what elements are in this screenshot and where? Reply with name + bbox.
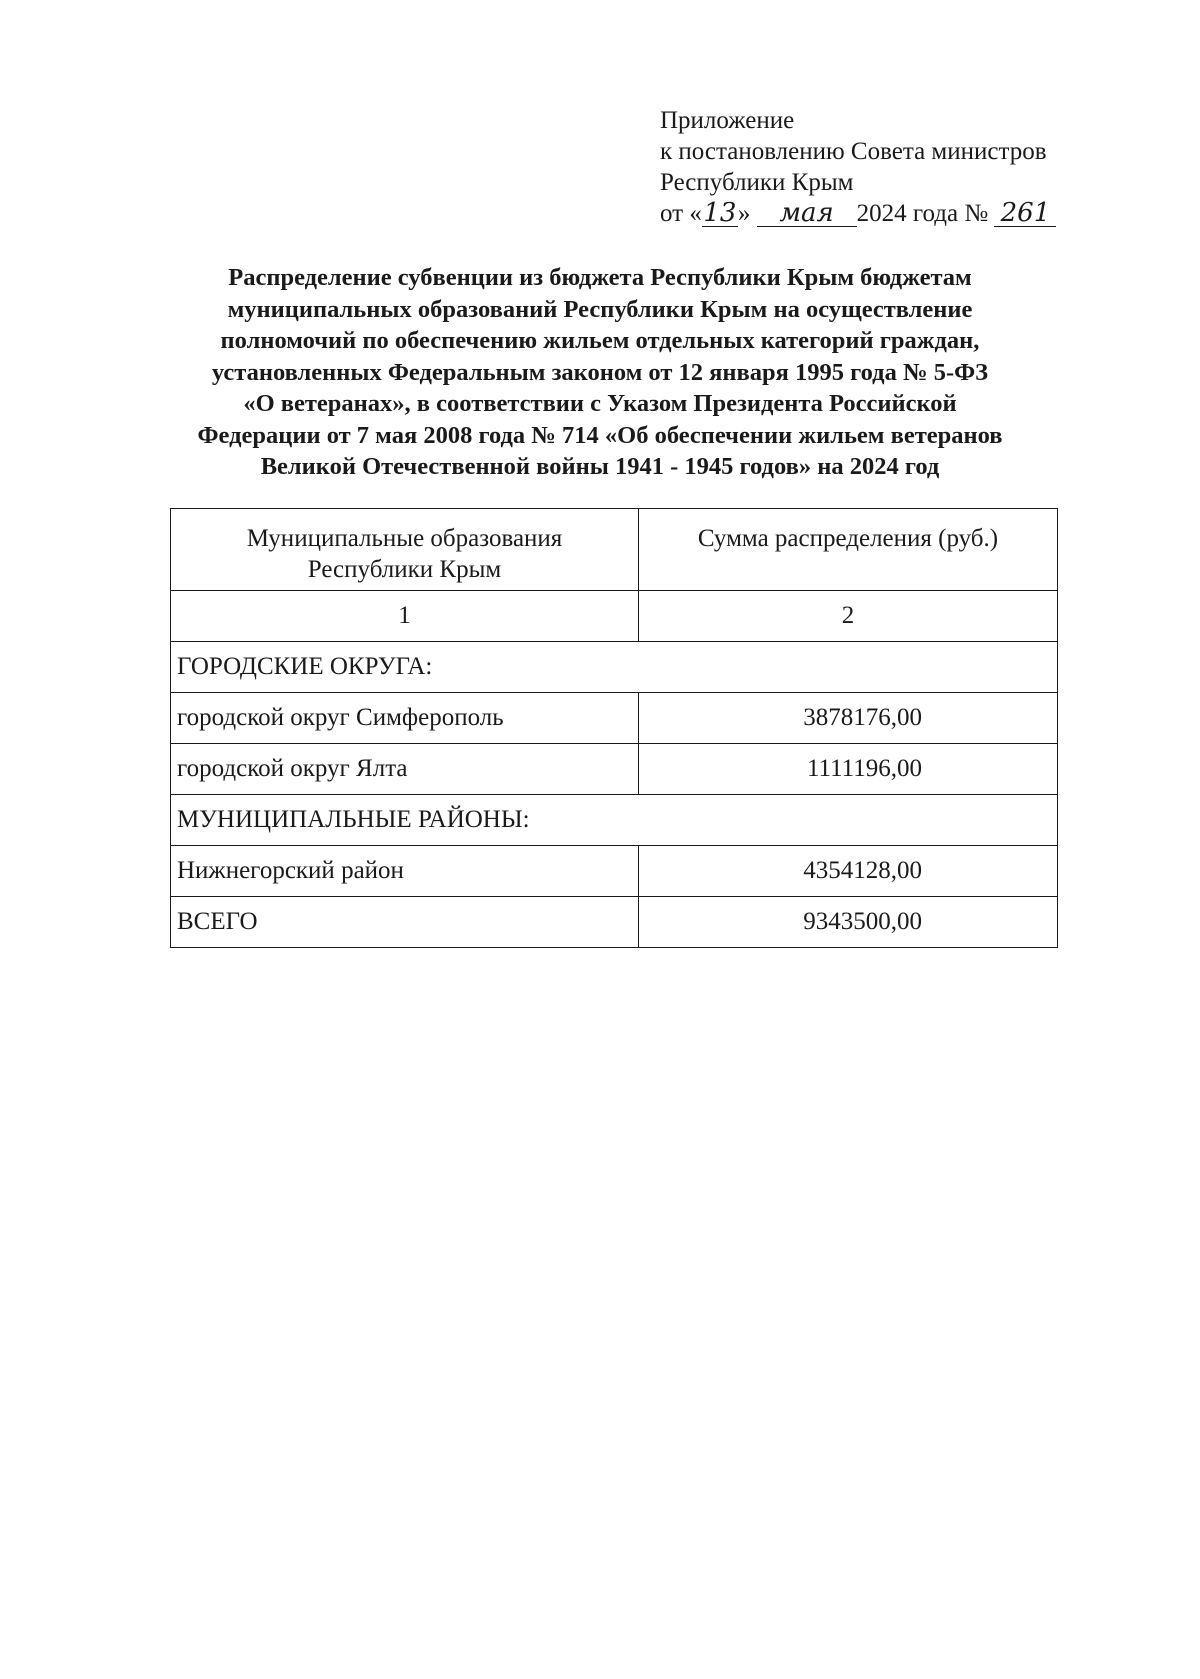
appendix-line-1: Приложение xyxy=(660,107,795,134)
municipality-name: Нижнегорский район xyxy=(171,846,639,897)
amount-cell: 1111196,00 xyxy=(639,744,1058,795)
appendix-line-2: к постановлению Совета министров xyxy=(660,138,1047,165)
handwritten-month: мая xyxy=(757,200,857,227)
table-row xyxy=(171,846,1058,897)
amount-cell: 4354128,00 xyxy=(639,846,1058,897)
header-amount: Сумма распределения (руб.) xyxy=(639,509,1058,591)
title-line: установленных Федеральным законом от 12 января 1995 года № 5-ФЗ xyxy=(211,358,989,386)
table-row xyxy=(171,693,1058,744)
date-year: 2024 года № xyxy=(856,200,989,227)
appendix-line-3: Республики Крым xyxy=(660,169,854,196)
title-line: полномочий по обеспечению жильем отдельных категорий граждан, xyxy=(220,327,980,354)
section-row-municipal-districts xyxy=(171,795,1058,846)
header-municipalities xyxy=(171,509,639,591)
section-label: ГОРОДСКИЕ ОКРУГА: xyxy=(171,642,1058,693)
title-line: муниципальных образований Республики Крым на осуществление xyxy=(227,295,973,323)
date-prefix: от « xyxy=(660,200,702,227)
date-mid: » xyxy=(737,200,751,227)
header-col1-line2: Республики Крым xyxy=(307,556,502,583)
section-label: МУНИЦИПАЛЬНЫЕ РАЙОНЫ: xyxy=(171,795,1058,846)
column-number-1: 1 xyxy=(171,591,639,642)
document-title xyxy=(150,262,1050,483)
title-line: Федерации от 7 мая 2008 года № 714 «Об обеспечении жильем ветеранов xyxy=(197,421,1003,449)
total-amount: 9343500,00 xyxy=(639,897,1058,948)
column-number-row xyxy=(171,591,1058,642)
municipality-name: городской округ Симферополь xyxy=(171,693,639,744)
amount-cell: 3878176,00 xyxy=(639,693,1058,744)
section-row-city-districts xyxy=(171,642,1058,693)
appendix-date-line xyxy=(660,198,1056,229)
distribution-table xyxy=(170,508,1058,948)
handwritten-day: 13 xyxy=(703,198,737,228)
total-row xyxy=(171,897,1058,948)
column-number-2: 2 xyxy=(639,591,1058,642)
header-col1-line1: Муниципальные образования xyxy=(246,525,563,552)
title-line: Великой Отечественной войны 1941 - 1945 годов» на 2024 год xyxy=(260,453,940,480)
total-label: ВСЕГО xyxy=(171,897,639,948)
appendix-block xyxy=(660,105,1056,229)
municipality-name: городской округ Ялта xyxy=(171,744,639,795)
title-line: «О ветеранах», в соответствии с Указом Президента Российской xyxy=(243,390,957,417)
title-line: Распределение субвенции из бюджета Республики Крым бюджетам xyxy=(228,264,972,291)
table-row xyxy=(171,744,1058,795)
handwritten-number: 261 xyxy=(994,200,1056,227)
table-header-row xyxy=(171,509,1058,591)
